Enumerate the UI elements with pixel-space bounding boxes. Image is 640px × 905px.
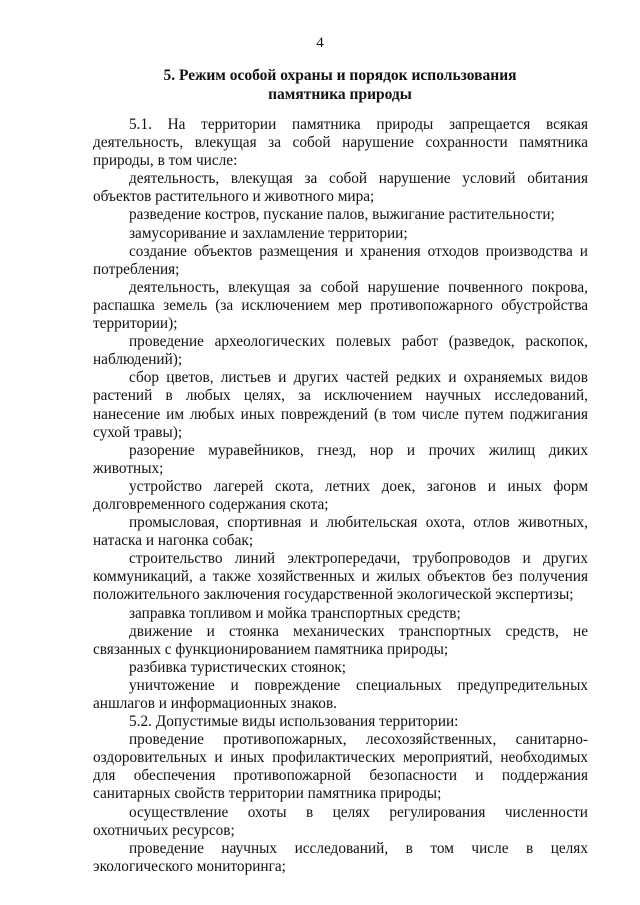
section-title [90, 66, 590, 104]
list-item: деятельность, влекущая за собой нарушение почвенного покрова, распашка земель (за исключением мер противопожарного обустройства территории); [93, 278, 588, 333]
list-item: деятельность, влекущая за собой нарушение условий обитания объектов растительного и животного мира; [93, 170, 588, 206]
paragraph-5-2-intro: 5.2. Допустимые виды использования территории: [129, 713, 459, 731]
list-item: проведение археологических полевых работ (разведок, раскопок, наблюдений); [93, 333, 588, 369]
section-title-line-1: 5. Режим особой охраны и порядок использования [163, 67, 517, 84]
section-title-line-2: памятника природы [268, 86, 412, 103]
list-item: осуществление охоты в целях регулирования численности охотничьих ресурсов; [93, 803, 588, 839]
list-item: движение и стоянка механических транспортных средств, не связанных с функционированием памятника природы; [93, 622, 588, 658]
list-item: разорение муравейников, гнезд, нор и прочих жилищ диких животных; [93, 441, 588, 477]
paragraph-5-1-intro: 5.1. На территории памятника природы запрещается всякая деятельность, влекущая за собой нарушение сохранности памятника природы, в том числе: [93, 116, 588, 170]
list-item: разведение костров, пускание палов, выжигание растительности; [129, 206, 555, 224]
list-item: строительство линий электропередачи, трубопроводов и других коммуникаций, а также хозяйственных и жилых объектов без получения положительного заключения государственной экологической экспертизы; [93, 550, 588, 604]
list-item: замусоривание и захламление территории; [129, 224, 408, 242]
section-body [93, 116, 588, 876]
list-item: заправка топливом и мойка транспортных средств; [129, 604, 461, 622]
page-number: 4 [316, 35, 324, 51]
list-item: проведение противопожарных, лесохозяйственных, санитарно-оздоровительных и иных профилактических мероприятий, необходимых для обеспечения противопожарной безопасности и поддержания санитарных свойств территории памятника природы; [93, 731, 588, 803]
list-item: сбор цветов, листьев и других частей редких и охраняемых видов растений в любых целях, за исключением научных исследований, нанесение им любых иных повреждений (в том числе путем поджигания сухой травы); [93, 369, 588, 441]
list-item: разбивка туристических стоянок; [129, 658, 347, 676]
list-item: устройство лагерей скота, летних доек, загонов и иных форм долговременного содержания скота; [93, 477, 588, 513]
list-item: создание объектов размещения и хранения отходов производства и потребления; [93, 242, 588, 278]
list-item: проведение научных исследований, в том числе в целях экологического мониторинга; [93, 839, 588, 875]
list-item: уничтожение и повреждение специальных предупредительных аншлагов и информационных знаков. [93, 676, 588, 712]
list-item: промысловая, спортивная и любительская охота, отлов животных, натаска и нагонка собак; [93, 514, 588, 550]
